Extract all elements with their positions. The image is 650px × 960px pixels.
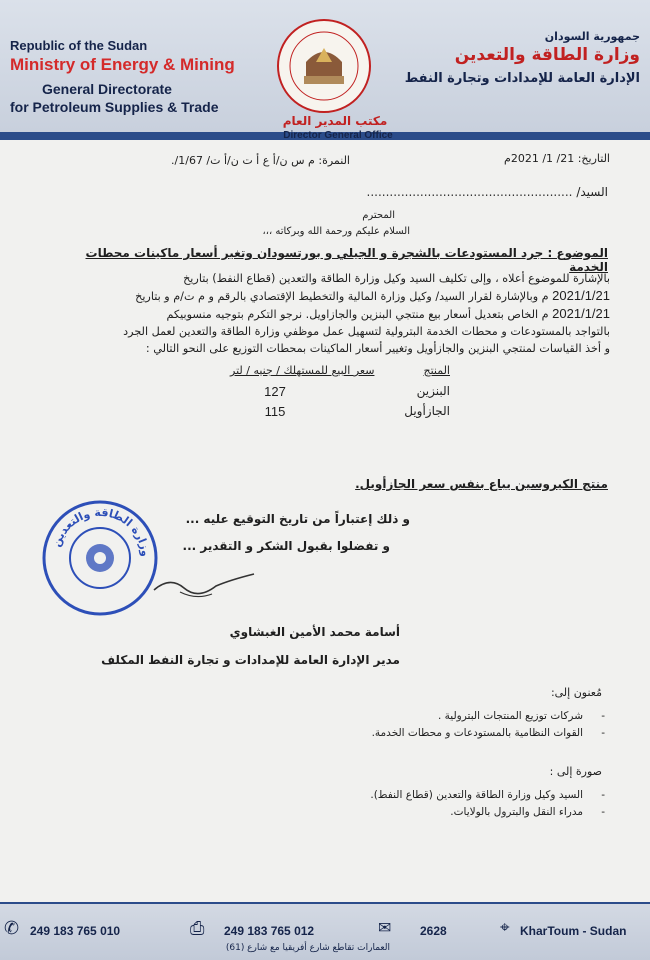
product-name: البنزين	[416, 384, 450, 398]
body-line-text: م الخاص بتعديل أسعار بيع منتجي البنزين والجازاويل. نرجو التكرم بتوجيه منسوبيكم	[166, 308, 553, 321]
signer-title: مدير الإدارة العامة للإمدادات و تجارة النفط المكلف	[101, 653, 400, 667]
footer-pobox: 2628	[420, 924, 447, 938]
product-price: 115	[264, 404, 286, 419]
list-item: -السيد وكيل وزارة الطاقة والتعدين (قطاع النفط).	[370, 789, 605, 801]
list-item: -شركات توزيع المنتجات البترولية .	[438, 710, 605, 722]
ministry-seal-logo	[276, 18, 372, 114]
table-row	[230, 404, 450, 424]
product-name: الجازأويل	[404, 404, 450, 418]
addressee-blank: ......................................................	[366, 185, 573, 199]
list-item-text: القوات النظامية بالمستودعات و محطات الخدمة.	[371, 727, 583, 739]
product-price: 127	[264, 384, 286, 399]
footer-location: KharToum - Sudan	[520, 924, 627, 938]
fax-icon: ⎙	[190, 918, 205, 939]
list-item-text: مدراء النقل والبترول بالولايات.	[450, 806, 583, 818]
addressed-to-list	[285, 710, 605, 744]
copy-to-label: صورة إلى :	[549, 765, 602, 778]
body-date: 2021/1/21	[552, 288, 610, 303]
list-item: -مدراء النقل والبترول بالولايات.	[450, 806, 605, 818]
footer-phone: 249 183 765 010	[30, 924, 121, 938]
list-item-text: شركات توزيع المنتجات البترولية .	[438, 710, 583, 722]
body-line	[38, 305, 610, 323]
footer-address: العمارات تقاطع شارع أفريقيا مع شارع (61)	[225, 943, 390, 953]
letter-reference-number: النمرة: م س ن/أ ع أ ت ن/أ ت/ 1/67/.	[171, 154, 350, 167]
en-directorate-line1: General Directorate	[42, 81, 172, 97]
mailbox-icon: ✉	[378, 918, 392, 937]
body-line: بالتواجد بالمستودعات و محطات الخدمة البترولية لتسهيل عمل موظفي وزارة الطاقة والتعدين لعمل الجرد	[123, 325, 610, 338]
letterhead-english	[10, 38, 250, 115]
closing-thanks: و تفضلوا بقبول الشكر و التقدير ...	[182, 539, 390, 553]
letterhead-arabic	[390, 30, 640, 86]
letter-body	[38, 270, 610, 357]
table-row	[230, 384, 450, 404]
col-product-header: المنتج	[423, 364, 450, 377]
addressee-label: السيد/	[576, 185, 608, 199]
en-republic: Republic of the Sudan	[10, 38, 148, 53]
office-title-english: Director General Office	[283, 130, 393, 141]
list-item: -القوات النظامية بالمستودعات و محطات الخدمة.	[371, 727, 605, 739]
footer-fax: 249 183 765 012	[224, 924, 315, 938]
ar-directorate: الإدارة العامة للإمدادات وتجارة النفط	[404, 71, 640, 86]
body-date: 2021/1/21	[552, 306, 610, 321]
list-item-text: السيد وكيل وزارة الطاقة والتعدين (قطاع النفط).	[370, 789, 583, 801]
body-line: و أخذ القياسات لمنتجي البنزين والجازأويل وتغيير أسعار الماكينات بمحطات التوزيع على النحو التالي :	[145, 342, 610, 355]
price-table	[230, 364, 450, 424]
greeting: السلام عليكم ورحمة الله وبركاته ،،،	[262, 226, 410, 237]
price-table-header	[230, 364, 450, 384]
office-title-arabic: مكتب المدير العام	[282, 114, 388, 128]
letter-subject: الموضوع : جرد المستودعات بالشجرة و الجيلي و بورتسودان وتغير أسعار ماكينات محطات الخدمة	[85, 246, 608, 274]
handwritten-signature	[150, 566, 260, 606]
addressed-to-label: مُعنون إلى:	[550, 686, 602, 699]
stamp-text: وزارة الطاقة والتعدين	[49, 505, 153, 558]
phone-icon: ✆	[4, 918, 20, 939]
body-line: بالإشارة للموضوع أعلاه ، وإلى تكليف السيد وكيل وزارة الطاقة والتعدين (قطاع النفط) بتاريخ	[183, 272, 610, 285]
location-pin-icon: ⌖	[500, 918, 510, 938]
en-ministry: Ministry of Energy & Mining	[10, 55, 235, 74]
col-price-header: سعر البيع للمستهلك / جنيه / لتر	[230, 364, 375, 377]
effective-note: و ذلك إعتباراً من تاريخ التوقيع عليه ...	[185, 512, 410, 526]
ar-republic: جمهورية السودان	[544, 30, 640, 43]
ar-ministry: وزارة الطاقة والتعدين	[454, 45, 640, 65]
official-stamp	[40, 498, 160, 618]
addressee-line	[228, 185, 608, 199]
letter-date: التاريخ: 21/ 1/ 2021م	[504, 152, 610, 165]
honorific: المحترم	[362, 210, 395, 221]
copy-to-list	[285, 789, 605, 823]
body-line-text: م وبالإشارة لقرار السيد/ وكيل وزارة المالية والتخطيط الإقتصادي بالرقم و م ت/م و بتاريخ	[135, 290, 553, 303]
signer-name: أسامة محمد الأمين الغبشاوي	[229, 625, 400, 639]
en-directorate-line2: for Petroleum Supplies & Trade	[10, 99, 219, 115]
body-line	[38, 287, 610, 305]
kerosene-note: منتج الكيروسين يباع بنفس سعر الجازأويل.	[355, 477, 608, 491]
